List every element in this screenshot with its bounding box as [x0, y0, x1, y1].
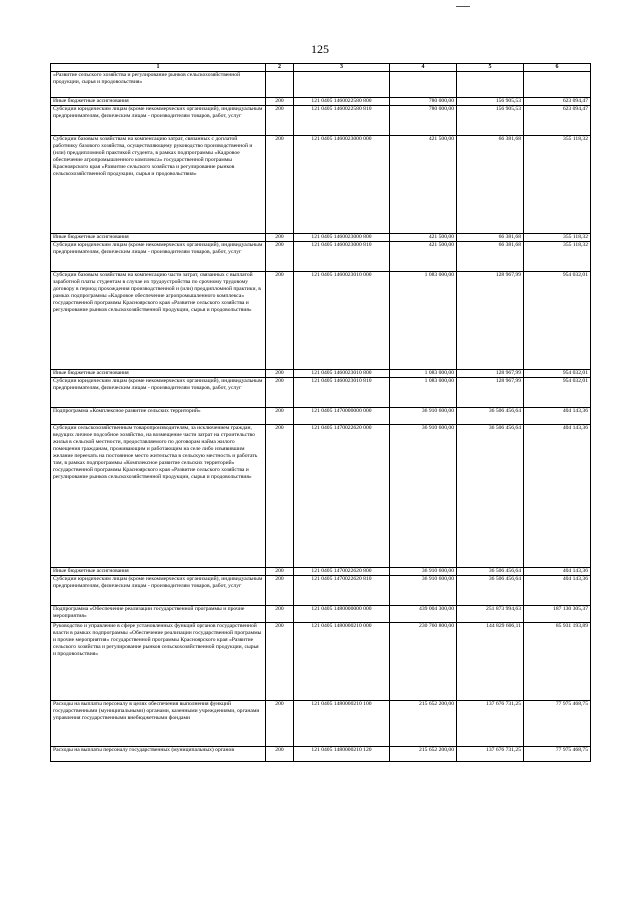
row-admin-code: 200 [266, 568, 294, 576]
row-unexecuted-amount: 187 130 305,37 [524, 606, 591, 623]
row-name: Руководство и управление в сфере установленных функций органов государственной власти в рамках подпрограммы «Обеспечение реализации государственной программы и прочие мероприятия» государственной программы Красноярского края «Развитие сельского хозяйства и регулирование рынков сельскохозяйственной продукции, сырья и продовольствия» [51, 623, 266, 701]
row-unexecuted-amount: 85 931 193,89 [524, 623, 591, 701]
row-executed-amount: 36 506 456,64 [457, 408, 524, 425]
row-admin-code [266, 72, 294, 98]
column-header: 1 [51, 64, 266, 72]
row-unexecuted-amount: 404 143,36 [524, 408, 591, 425]
row-unexecuted-amount [524, 72, 591, 98]
row-planned-amount: 215 652 200,00 [390, 701, 457, 747]
column-header: 2 [266, 64, 294, 72]
table-row [51, 136, 591, 234]
row-admin-code: 200 [266, 136, 294, 234]
row-planned-amount [390, 72, 457, 98]
row-planned-amount: 421 500,00 [390, 234, 457, 242]
row-planned-amount: 215 652 200,00 [390, 747, 457, 762]
row-budget-code: 121 0405 1460023010 800 [294, 370, 390, 378]
row-budget-code: 121 0405 1470022620 810 [294, 576, 390, 606]
table-row [51, 242, 591, 272]
row-name: Расходы на выплаты персоналу государственных (муниципальных) органов [51, 747, 266, 762]
row-planned-amount: 1 083 000,00 [390, 370, 457, 378]
table-row [51, 370, 591, 378]
column-header: 3 [294, 64, 390, 72]
row-planned-amount: 780 000,00 [390, 98, 457, 106]
row-name: Расходы на выплаты персоналу в целях обеспечения выполнения функций государственными (муниципальными) органами, казенными учреждениями, органами управления государственными внебюджетными фондами [51, 701, 266, 747]
table-header-row [51, 64, 591, 72]
row-unexecuted-amount: 954 032,01 [524, 370, 591, 378]
row-executed-amount: 128 967,99 [457, 378, 524, 408]
row-executed-amount: 251 873 994,63 [457, 606, 524, 623]
budget-table [50, 63, 591, 762]
row-unexecuted-amount: 77 975 468,75 [524, 701, 591, 747]
row-executed-amount: 36 506 456,64 [457, 568, 524, 576]
table-row [51, 378, 591, 408]
row-budget-code: 121 0405 1480000210 000 [294, 623, 390, 701]
row-name: «Развитие сельского хозяйства и регулирование рынков сельскохозяйственной продукции, сырья и продовольствия» [51, 72, 266, 98]
row-name: Субсидии юридическим лицам (кроме некоммерческих организаций), индивидуальным предпринимателям, физическим лицам - производителям товаров, работ, услуг [51, 242, 266, 272]
table-row [51, 234, 591, 242]
row-budget-code: 121 0405 1480000210 120 [294, 747, 390, 762]
row-budget-code: 121 0405 1460023010 810 [294, 378, 390, 408]
table-row [51, 106, 591, 136]
row-budget-code: 121 0405 1460022580 810 [294, 106, 390, 136]
row-budget-code: 121 0405 1460023010 000 [294, 272, 390, 370]
table-row [51, 408, 591, 425]
row-executed-amount [457, 72, 524, 98]
row-budget-code: 121 0405 1460023000 000 [294, 136, 390, 234]
table-row [51, 623, 591, 701]
row-unexecuted-amount: 404 143,36 [524, 425, 591, 568]
row-executed-amount: 66 381,68 [457, 234, 524, 242]
row-budget-code: 121 0405 1480000210 100 [294, 701, 390, 747]
row-name: Иные бюджетные ассигнования [51, 370, 266, 378]
table-row [51, 701, 591, 747]
row-executed-amount: 128 967,99 [457, 370, 524, 378]
scan-mark [456, 6, 470, 7]
row-unexecuted-amount: 623 094,47 [524, 98, 591, 106]
row-admin-code: 200 [266, 106, 294, 136]
table-row [51, 606, 591, 623]
row-budget-code: 121 0405 1470000000 000 [294, 408, 390, 425]
table-row [51, 747, 591, 762]
row-executed-amount: 156 905,53 [457, 106, 524, 136]
row-name: Субсидии юридическим лицам (кроме некоммерческих организаций), индивидуальным предпринимателям, физическим лицам - производителям товаров, работ, услуг [51, 106, 266, 136]
row-budget-code: 121 0405 1460022580 800 [294, 98, 390, 106]
table-row [51, 272, 591, 370]
row-admin-code: 200 [266, 623, 294, 701]
row-name: Субсидии сельскохозяйственным товаропроизводителям, за исключением граждан, ведущих личное подсобное хозяйство, на возмещение части затрат на строительство жилья в сельской местности, предоставляемого по договорам найма жилого помещения гражданам, проживающим и работающим на селе либо изъявившим желание переехать на постоянное место жительства в сельскую местность и работать там, в рамках подпрограммы «Комплексное развитие сельских территорий» государственной программы Красноярского края «Развитие сельского хозяйства и регулирование рынков сельскохозяйственной продукции, сырья и продовольствия» [51, 425, 266, 568]
row-planned-amount: 230 760 800,00 [390, 623, 457, 701]
row-name: Субсидии юридическим лицам (кроме некоммерческих организаций), индивидуальным предпринимателям, физическим лицам - производителям товаров, работ, услуг [51, 576, 266, 606]
column-header: 6 [524, 64, 591, 72]
row-planned-amount: 1 083 000,00 [390, 272, 457, 370]
row-admin-code: 200 [266, 378, 294, 408]
row-executed-amount: 137 676 731,25 [457, 701, 524, 747]
row-admin-code: 200 [266, 425, 294, 568]
page-number: 125 [311, 42, 329, 56]
row-admin-code: 200 [266, 272, 294, 370]
row-admin-code: 200 [266, 576, 294, 606]
row-unexecuted-amount: 355 118,32 [524, 242, 591, 272]
row-unexecuted-amount: 77 975 468,75 [524, 747, 591, 762]
row-budget-code: 121 0405 1470022620 000 [294, 425, 390, 568]
row-admin-code: 200 [266, 242, 294, 272]
row-executed-amount: 66 381,68 [457, 242, 524, 272]
table-row [51, 98, 591, 106]
row-name: Субсидии базовым хозяйствам на компенсацию затрат, связанных с доплатой работнику базового хозяйства, осуществляющему руководство производственной и (или) преддипломной практикой студента, в рамках подпрограммы «Кадровое обеспечение агропромышленного комплекса» государственной программы Красноярского края «Развитие сельского хозяйства и регулирование рынков сельскохозяйственной продукции, сырья и продовольствия» [51, 136, 266, 234]
row-budget-code: 121 0405 1480000000 000 [294, 606, 390, 623]
table-row [51, 425, 591, 568]
row-executed-amount: 66 381,68 [457, 136, 524, 234]
row-admin-code: 200 [266, 606, 294, 623]
column-header: 5 [457, 64, 524, 72]
row-planned-amount: 780 000,00 [390, 106, 457, 136]
row-budget-code: 121 0405 1460023000 800 [294, 234, 390, 242]
table-row [51, 576, 591, 606]
row-unexecuted-amount: 404 143,36 [524, 576, 591, 606]
row-unexecuted-amount: 623 094,47 [524, 106, 591, 136]
row-executed-amount: 156 905,53 [457, 98, 524, 106]
row-executed-amount: 36 506 456,64 [457, 425, 524, 568]
row-unexecuted-amount: 404 143,36 [524, 568, 591, 576]
row-name: Иные бюджетные ассигнования [51, 98, 266, 106]
row-executed-amount: 144 829 606,11 [457, 623, 524, 701]
row-name: Субсидии юридическим лицам (кроме некоммерческих организаций), индивидуальным предпринимателям, физическим лицам - производителям товаров, работ, услуг [51, 378, 266, 408]
row-planned-amount: 1 083 000,00 [390, 378, 457, 408]
row-executed-amount: 128 967,99 [457, 272, 524, 370]
row-name: Подпрограмма «Комплексное развитие сельских территорий» [51, 408, 266, 425]
table-row [51, 568, 591, 576]
table-row [51, 72, 591, 98]
row-planned-amount: 36 910 600,00 [390, 568, 457, 576]
row-unexecuted-amount: 355 118,32 [524, 234, 591, 242]
row-planned-amount: 36 910 600,00 [390, 576, 457, 606]
row-planned-amount: 421 500,00 [390, 242, 457, 272]
row-admin-code: 200 [266, 98, 294, 106]
row-unexecuted-amount: 954 032,01 [524, 378, 591, 408]
row-admin-code: 200 [266, 234, 294, 242]
row-admin-code: 200 [266, 701, 294, 747]
row-planned-amount: 36 910 600,00 [390, 408, 457, 425]
row-planned-amount: 36 910 600,00 [390, 425, 457, 568]
row-budget-code: 121 0405 1460023000 810 [294, 242, 390, 272]
row-budget-code: 121 0405 1470022620 800 [294, 568, 390, 576]
row-planned-amount: 421 500,00 [390, 136, 457, 234]
row-name: Субсидии базовым хозяйствам на компенсацию части затрат, связанных с выплатой заработной платы студентам в случае их трудоустройства по срочному трудовому договору в период прохождения производственной и (или) преддипломной практики, в рамках подпрограммы «Кадровое обеспечение агропромышленного комплекса» государственной программы Красноярского края «Развитие сельского хозяйства и регулирование рынков сельскохозяйственной продукции, сырья и продовольствия» [51, 272, 266, 370]
row-name: Подпрограмма «Обеспечение реализации государственной программы и прочие мероприятия» [51, 606, 266, 623]
row-unexecuted-amount: 954 032,01 [524, 272, 591, 370]
row-budget-code [294, 72, 390, 98]
row-planned-amount: 439 004 300,00 [390, 606, 457, 623]
row-unexecuted-amount: 355 118,32 [524, 136, 591, 234]
row-executed-amount: 137 676 731,25 [457, 747, 524, 762]
row-admin-code: 200 [266, 747, 294, 762]
row-admin-code: 200 [266, 408, 294, 425]
row-name: Иные бюджетные ассигнования [51, 568, 266, 576]
row-executed-amount: 36 506 456,64 [457, 576, 524, 606]
row-admin-code: 200 [266, 370, 294, 378]
column-header: 4 [390, 64, 457, 72]
row-name: Иные бюджетные ассигнования [51, 234, 266, 242]
